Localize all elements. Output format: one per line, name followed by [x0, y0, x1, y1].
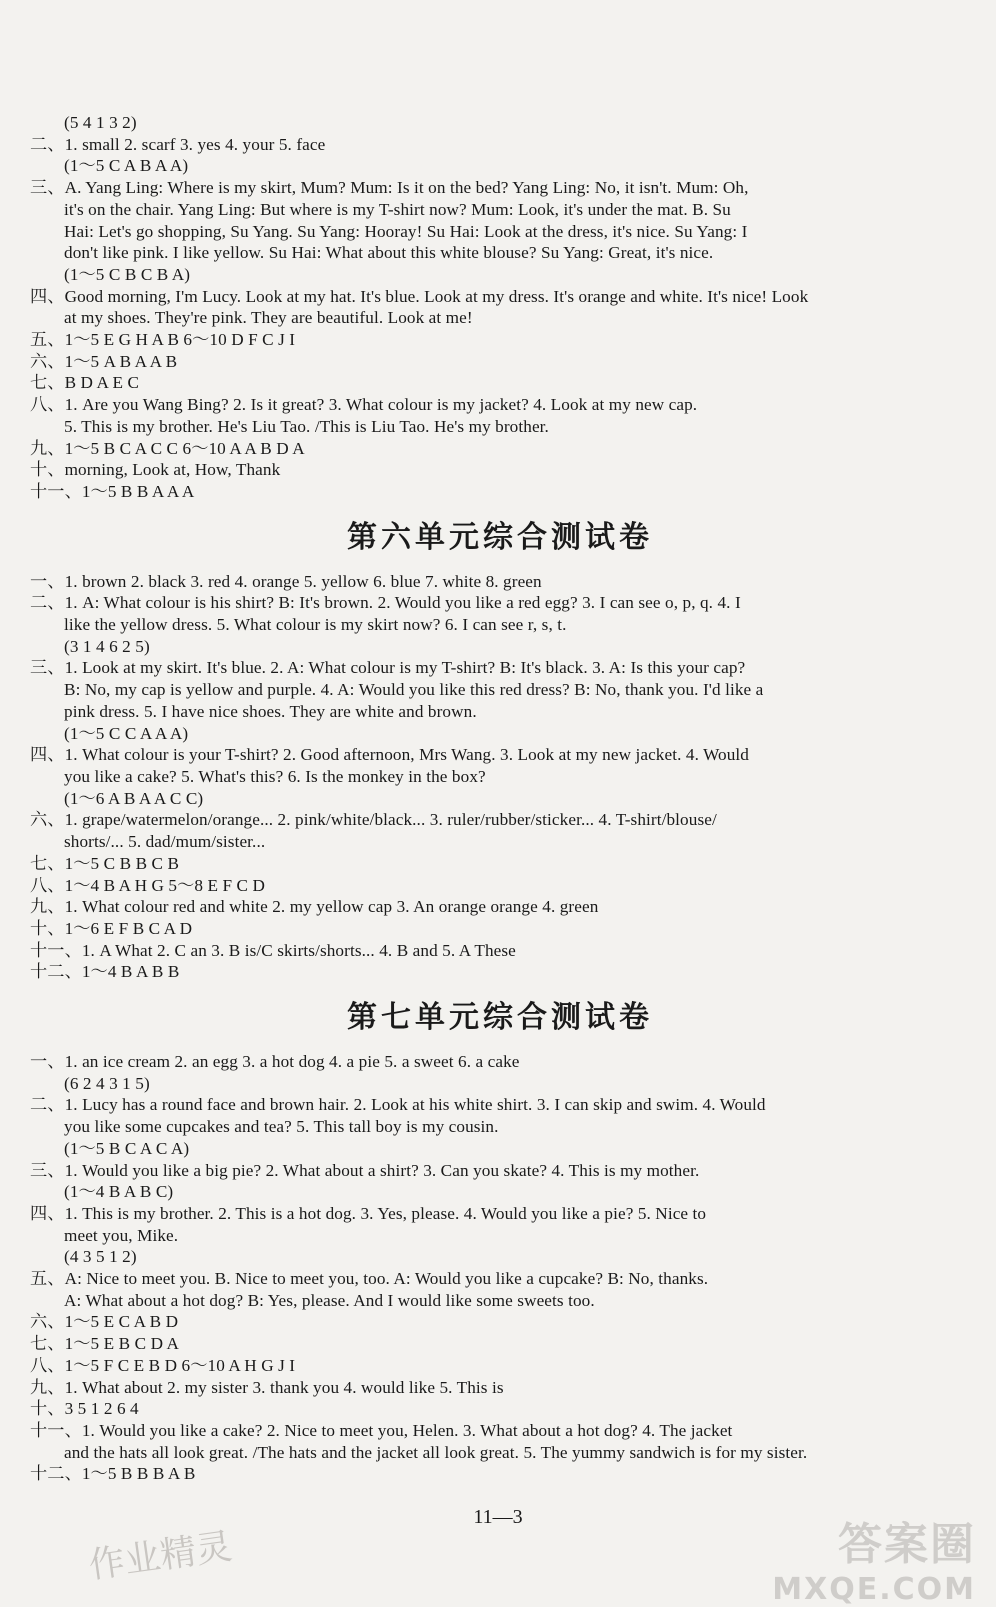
answer-line: 八、1～4 B A H G 5～8 E F C D: [30, 875, 266, 895]
answer-line: 七、1～5 E B C D A: [30, 1334, 180, 1354]
watermark-right-url: MXQE.COM: [772, 1572, 976, 1607]
answer-line: 六、1. grape/watermelon/orange... 2. pink/white/black... 3. ruler/rubber/sticker... 4. T-shirt/blouse/: [30, 810, 717, 830]
answer-line: 十、3 5 1 2 6 4: [30, 1399, 139, 1419]
answer-line: 十、morning, Look at, How, Thank: [30, 460, 281, 480]
answer-line: 十一、1～5 B B A A A: [30, 481, 195, 501]
answer-line: 九、1. What about 2. my sister 3. thank you 4. would like 5. This is: [30, 1377, 504, 1397]
answer-line: (4 3 5 1 2): [64, 1247, 137, 1267]
answer-line: (5 4 1 3 2): [64, 113, 137, 132]
answer-line: (1～5 C A B A A): [64, 156, 189, 176]
answer-line: 五、1～5 E G H A B 6～10 D F C J I: [30, 330, 296, 350]
answer-block-unit7: [30, 1051, 970, 1485]
answer-line: (1～5 B C A C A): [64, 1138, 190, 1158]
answer-line: 七、1～5 C B B C B: [30, 853, 180, 873]
answer-line: 一、1. an ice cream 2. an egg 3. a hot dog 4. a pie 5. a sweet 6. a cake: [30, 1052, 520, 1072]
answer-line: 十二、1～4 B A B B: [30, 962, 180, 982]
answer-line: 八、1～5 F C E B D 6～10 A H G J I: [30, 1355, 296, 1375]
answer-line: (1～5 C B C B A): [64, 264, 191, 284]
answer-line: 九、1. What colour red and white 2. my yellow cap 3. An orange orange 4. green: [30, 897, 599, 917]
answer-block-unit6: [30, 571, 970, 983]
answer-line: 六、1～5 E C A B D: [30, 1312, 179, 1332]
answer-line: it's on the chair. Yang Ling: But where is my T-shirt now? Mum: Look, it's under the mat. B. Su: [64, 199, 731, 219]
answer-line: 五、A: Nice to meet you. B. Nice to meet you, too. A: Would you like a cupcake? B: No, thanks.: [30, 1269, 709, 1289]
answer-line: at my shoes. They're pink. They are beautiful. Look at me!: [64, 308, 473, 328]
section-heading-unit6: 第六单元综合测试卷: [347, 519, 653, 555]
watermark-right-title: 答案圈: [838, 1519, 976, 1570]
answer-line: 二、1. small 2. scarf 3. yes 4. your 5. face: [30, 134, 326, 154]
answer-line: 八、1. Are you Wang Bing? 2. Is it great? 3. What colour is my jacket? 4. Look at my new cap.: [30, 395, 698, 415]
answer-line: 三、A. Yang Ling: Where is my skirt, Mum? Mum: Is it on the bed? Yang Ling: No, it isn't. Mum: Oh,: [30, 178, 749, 198]
page-number: 11—3: [473, 1506, 523, 1528]
answer-line: you like a cake? 5. What's this? 6. Is the monkey in the box?: [64, 766, 486, 786]
answer-line: you like some cupcakes and tea? 5. This tall boy is my cousin.: [64, 1117, 499, 1137]
answer-line: don't like pink. I like yellow. Su Hai: What about this white blouse? Su Yang: Great, it's nice.: [64, 243, 714, 263]
answer-line: Hai: Let's go shopping, Su Yang. Su Yang: Hooray! Su Hai: Look at the dress, it's nice. Su Yang: I: [64, 221, 748, 241]
answer-line: 十、1～6 E F B C A D: [30, 918, 193, 938]
watermark-left: 作业精灵: [86, 1526, 235, 1587]
answer-line: 二、1. A: What colour is his shirt? B: It's brown. 2. Would you like a red egg? 3. I can see o, p, q. 4. I: [30, 593, 741, 613]
answer-line: 三、1. Look at my skirt. It's blue. 2. A: What colour is my T-shirt? B: It's black. 3. A: Is this your cap?: [30, 658, 746, 678]
answer-line: 十一、1. A What 2. C an 3. B is/C skirts/shorts... 4. B and 5. A These: [30, 940, 516, 960]
answer-line: 六、1～5 A B A A B: [30, 351, 178, 371]
answer-block-unit5-cont: [30, 112, 970, 503]
answer-line: (6 2 4 3 1 5): [64, 1073, 150, 1093]
answer-line: 四、1. What colour is your T-shirt? 2. Good afternoon, Mrs Wang. 3. Look at my new jacket. 4. Would: [30, 745, 749, 765]
answer-line: 十一、1. Would you like a cake? 2. Nice to meet you, Helen. 3. What about a hot dog? 4. The jacket: [30, 1420, 733, 1440]
answer-line: (3 1 4 6 2 5): [64, 636, 150, 656]
answer-line: (1～6 A B A A C C): [64, 788, 204, 808]
answer-line: pink dress. 5. I have nice shoes. They are white and brown.: [64, 701, 477, 721]
answer-line: B: No, my cap is yellow and purple. 4. A: Would you like this red dress? B: No, thank you. I'd like a: [64, 680, 764, 700]
answer-line: A: What about a hot dog? B: Yes, please. And I would like some sweets too.: [64, 1290, 595, 1310]
answer-line: (1～4 B A B C): [64, 1182, 174, 1202]
answer-line: 七、B D A E C: [30, 373, 140, 393]
answer-line: like the yellow dress. 5. What colour is my skirt now? 6. I can see r, s, t.: [64, 615, 567, 635]
answer-line: 九、1～5 B C A C C 6～10 A A B D A: [30, 438, 305, 458]
answer-line: 一、1. brown 2. black 3. red 4. orange 5. yellow 6. blue 7. white 8. green: [30, 571, 542, 591]
answer-line: 四、Good morning, I'm Lucy. Look at my hat. It's blue. Look at my dress. It's orange and white. It's nice! Look: [30, 286, 809, 306]
watermark-right: [772, 1508, 976, 1607]
answer-line: and the hats all look great. /The hats and the jacket all look great. 5. The yummy sandwich is for my sister.: [64, 1442, 808, 1462]
answer-line: 二、1. Lucy has a round face and brown hair. 2. Look at his white shirt. 3. I can skip and swim. 4. Would: [30, 1095, 766, 1115]
section-heading-unit7: 第七单元综合测试卷: [347, 1000, 653, 1036]
answer-line: shorts/... 5. dad/mum/sister...: [64, 832, 266, 852]
answer-line: meet you, Mike.: [64, 1225, 179, 1245]
answer-line: 四、1. This is my brother. 2. This is a hot dog. 3. Yes, please. 4. Would you like a pie? 5. Nice to: [30, 1203, 707, 1223]
answer-line: 十二、1～5 B B B A B: [30, 1464, 196, 1484]
answer-line: 三、1. Would you like a big pie? 2. What about a shirt? 3. Can you skate? 4. This is my mother.: [30, 1160, 700, 1180]
answer-line: 5. This is my brother. He's Liu Tao. /This is Liu Tao. He's my brother.: [64, 416, 549, 436]
answer-line: (1～5 C C A A A): [64, 723, 189, 743]
